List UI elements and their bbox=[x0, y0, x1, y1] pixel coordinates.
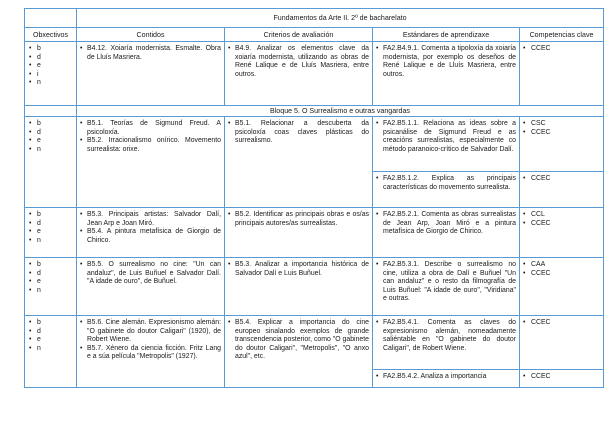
competences-cell bbox=[520, 172, 604, 208]
standard-item: • FA2.B5.1.1. Relaciona as ideas sobre a psicanálise de Sigmund Freud e as creacións surrealistas, especialmente co método paranoico-crítico de Salvador Dalí. bbox=[376, 120, 516, 154]
standards-cell bbox=[373, 208, 520, 258]
standards-cell bbox=[373, 172, 520, 208]
header-standards: Estándares de aprendizaxe bbox=[373, 28, 520, 42]
criteria-cell bbox=[225, 316, 373, 388]
criteria-cell bbox=[225, 117, 373, 208]
content-item: • B5.7. Xénero da ciencia ficción. Fritz Lang e a súa película "Metropolis" (1927). bbox=[80, 345, 221, 362]
competence-item: • CCEC bbox=[523, 175, 600, 184]
contents-cell bbox=[77, 258, 225, 316]
objective-item: • n bbox=[29, 79, 73, 88]
content-item: • B5.3. Principais artistas: Salvador Dalí, Jean Arp e Joan Miró. bbox=[80, 211, 221, 228]
objective-item: • d bbox=[29, 270, 73, 279]
objectives-cell bbox=[25, 258, 77, 316]
criterion-item: • B4.9. Analizar os elementos clave da xoiaría modernista, utilizando as obras de René Lalique e de Lluís Masriera, entre outros. bbox=[228, 45, 369, 79]
content-item: • B5.5. O surrealismo no cine: "Un can andaluz", de Luis Buñuel e Salvador Dalí. "A idade de ouro", de Buñuel. bbox=[80, 261, 221, 287]
standard-item: • FA2.B5.1.2. Explica as principais características do movemento surrealista. bbox=[376, 175, 516, 192]
content-item: • B5.1. Teorías de Sigmund Freud. A psicoloxía. bbox=[80, 120, 221, 137]
objective-item: • b bbox=[29, 45, 73, 54]
objectives-cell bbox=[25, 42, 77, 106]
objective-item: • n bbox=[29, 237, 73, 246]
objective-item: • b bbox=[29, 319, 73, 328]
objective-item: • e bbox=[29, 62, 73, 71]
contents-cell bbox=[77, 42, 225, 106]
criterion-item: • B5.4. Explicar a importancia do cine europeo sinalando exemplos de grande transcendencia posterior, como "O gabinete do doutor Caligari", "Metropolis", "O anxo azul", etc. bbox=[228, 319, 369, 362]
objective-item: • d bbox=[29, 220, 73, 229]
objectives-cell bbox=[25, 316, 77, 388]
table-row bbox=[25, 316, 604, 370]
objective-item: • e bbox=[29, 137, 73, 146]
standard-item: • FA2.B5.2.1. Comenta as obras surrealistas de Jean Arp, Joan Miró e a pintura metafísica de Giorgio de Chirico. bbox=[376, 211, 516, 237]
empty-corner bbox=[25, 9, 77, 28]
header-criteria: Criterios de avaliación bbox=[225, 28, 373, 42]
competence-item: • CCEC bbox=[523, 319, 600, 328]
standards-cell bbox=[373, 42, 520, 106]
table-row bbox=[25, 258, 604, 316]
curriculum-table bbox=[24, 8, 604, 388]
competence-item: • CCEC bbox=[523, 45, 600, 54]
competence-item: • CCEC bbox=[523, 270, 600, 279]
standard-item: • FA2.B5.3.1. Describe o surrealismo no cine, utiliza a obra de Dalí e Buñuel "Un can andaluz" e o resto da filmografía de Luis Buñuel: "A idade de ouro", "Viridiana" e outras. bbox=[376, 261, 516, 304]
objective-item: • e bbox=[29, 336, 73, 345]
objective-item: • b bbox=[29, 211, 73, 220]
standards-cell bbox=[373, 316, 520, 370]
standard-item: • FA2.B4.9.1. Comenta a tipoloxía da xoiaría modernista, por exemplo os deseños de René Lalique e de Lluís Masriera, entre outros. bbox=[376, 45, 516, 79]
criteria-cell bbox=[225, 208, 373, 258]
objective-item: • d bbox=[29, 129, 73, 138]
header-contents: Contidos bbox=[77, 28, 225, 42]
table-row bbox=[25, 42, 604, 106]
contents-cell bbox=[77, 316, 225, 388]
header-competences: Competencias clave bbox=[520, 28, 604, 42]
table-title: Fundamentos da Arte II. 2º de bacharelato bbox=[77, 9, 604, 28]
objective-item: • i bbox=[29, 71, 73, 80]
competences-cell bbox=[520, 42, 604, 106]
content-item: • B5.4. A pintura metafísica de Giorgio de Chirico. bbox=[80, 228, 221, 245]
criterion-item: • B5.3. Analizar a importancia histórica de Salvador Dalí e Luis Buñuel. bbox=[228, 261, 369, 278]
objectives-cell bbox=[25, 208, 77, 258]
content-item: • B5.2. Irracionalismo onírico. Movemento surrealista: orixe. bbox=[80, 137, 221, 154]
standard-item: • FA2.B5.4.2. Analiza a importancia bbox=[376, 373, 516, 382]
competences-cell bbox=[520, 316, 604, 370]
objective-item: • d bbox=[29, 54, 73, 63]
objective-item: • n bbox=[29, 146, 73, 155]
competences-cell bbox=[520, 370, 604, 388]
competence-item: • CCEC bbox=[523, 220, 600, 229]
competences-cell bbox=[520, 258, 604, 316]
competences-cell bbox=[520, 208, 604, 258]
criteria-cell bbox=[225, 258, 373, 316]
objective-item: • d bbox=[29, 328, 73, 337]
contents-cell bbox=[77, 117, 225, 208]
table-row bbox=[25, 117, 604, 172]
contents-cell bbox=[77, 208, 225, 258]
empty-block-cell bbox=[25, 106, 77, 117]
block-heading: Bloque 5. O Surrealismo e outras vangardas bbox=[77, 106, 604, 117]
criterion-item: • B5.1. Relacionar a descuberta da psicoloxía coas claves plásticas do surrealismo. bbox=[228, 120, 369, 146]
objective-item: • e bbox=[29, 278, 73, 287]
content-item: • B5.6. Cine alemán. Expresionismo alemán: "O gabinete do doutor Caligari" (1920), de Robert Wiene. bbox=[80, 319, 221, 345]
criteria-cell bbox=[225, 42, 373, 106]
header-objectives: Obxectivos bbox=[25, 28, 77, 42]
objective-item: • e bbox=[29, 228, 73, 237]
competences-cell bbox=[520, 117, 604, 172]
standards-cell bbox=[373, 370, 520, 388]
criterion-item: • B5.2. Identificar as principais obras e os/as principais autores/as surrealistas. bbox=[228, 211, 369, 228]
objective-item: • b bbox=[29, 261, 73, 270]
standards-cell bbox=[373, 258, 520, 316]
competence-item: • CCEC bbox=[523, 129, 600, 138]
objective-item: • b bbox=[29, 120, 73, 129]
competence-item: • CCL bbox=[523, 211, 600, 220]
table-row bbox=[25, 208, 604, 258]
standards-cell bbox=[373, 117, 520, 172]
competence-item: • CSC bbox=[523, 120, 600, 129]
objectives-cell bbox=[25, 117, 77, 208]
objective-item: • n bbox=[29, 345, 73, 354]
competence-item: • CCEC bbox=[523, 373, 600, 382]
objective-item: • n bbox=[29, 287, 73, 296]
content-item: • B4.12. Xoiaría modernista. Esmalte. Obra de Lluís Masriera. bbox=[80, 45, 221, 62]
competence-item: • CAA bbox=[523, 261, 600, 270]
standard-item: • FA2.B5.4.1. Comenta as claves do expresionismo alemán, nomeadamente saliéntable en "O gabinete do doutor Caligari", de Robert Wiene. bbox=[376, 319, 516, 353]
